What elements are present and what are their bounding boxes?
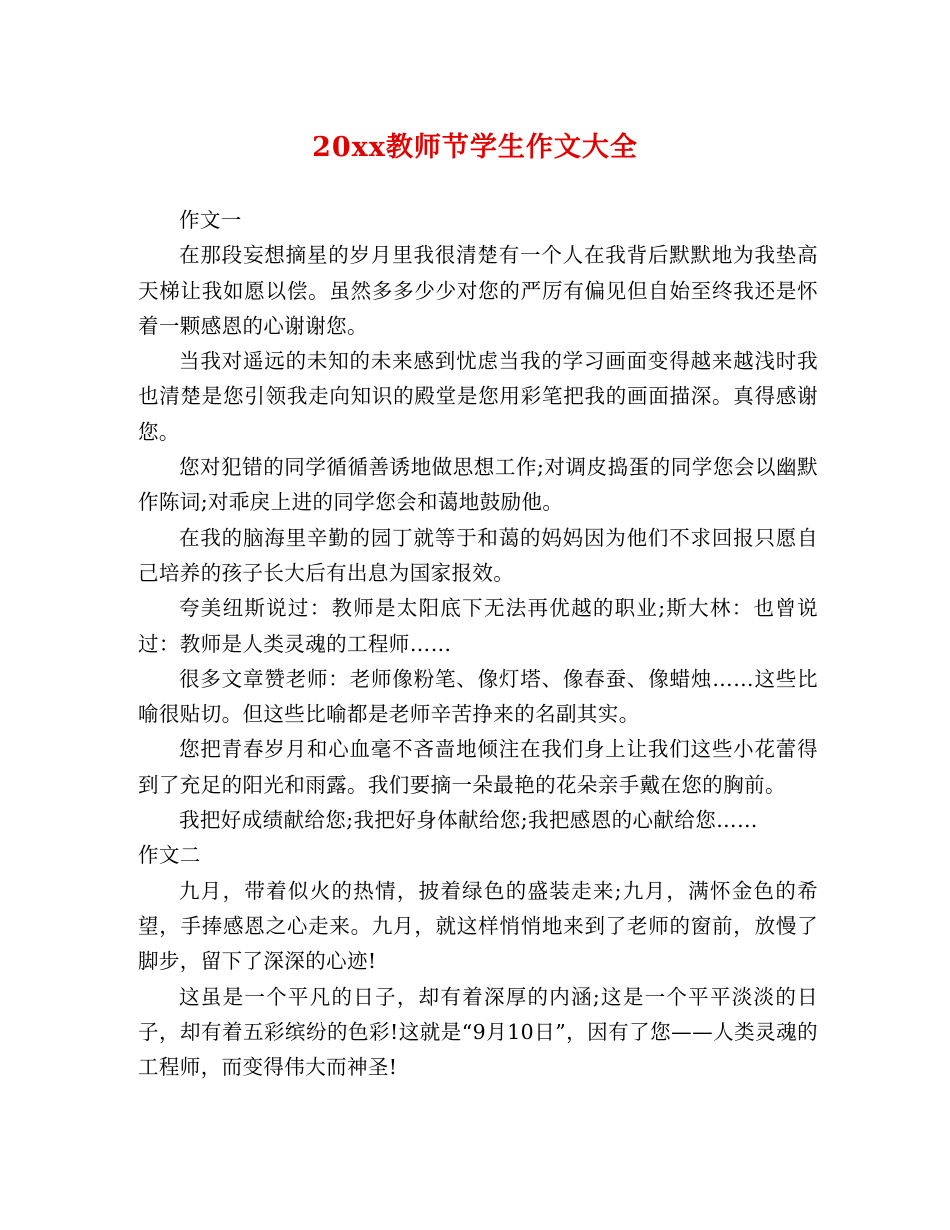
paragraph: 这虽是一个平凡的日子，却有着深厚的内涵;这是一个平平淡淡的日子，却有着五彩缤纷的色彩!这就是“9月10日”，因有了您——人类灵魂的工程师，而变得伟大而神圣! (138, 984, 818, 1080)
paragraph: 您对犯错的同学循循善诱地做思想工作;对调皮捣蛋的同学您会以幽默作陈词;对乖戾上进的同学您会和蔼地鼓励他。 (138, 455, 818, 515)
paragraph: 很多文章赞老师：老师像粉笔、像灯塔、像春蚕、像蜡烛……这些比喻很贴切。但这些比喻都是老师辛苦挣来的名副其实。 (138, 666, 818, 727)
paragraph: 当我对遥远的未知的未来感到忧虑当我的学习画面变得越来越浅时我也清楚是您引领我走向知识的殿堂是您用彩笔把我的画面描深。真得感谢您。 (138, 349, 818, 444)
paragraph: 九月，带着似火的热情，披着绿色的盛装走来;九月，满怀金色的希望，手捧感恩之心走来。九月，就这样悄悄地来到了老师的窗前，放慢了脚步，留下了深深的心迹! (138, 878, 818, 974)
paragraph: 我把好成绩献给您;我把好身体献给您;我把感恩的心献给您…… (179, 808, 758, 833)
paragraph: 在我的脑海里辛勤的园丁就等于和蔼的妈妈因为他们不求回报只愿自己培养的孩子长大后有出息为国家报效。 (138, 525, 818, 585)
document-title: 20xx教师节学生作文大全 (312, 132, 638, 163)
document-body (138, 203, 818, 1085)
paragraph: 夸美纽斯说过：教师是太阳底下无法再优越的职业;斯大林：也曾说过：教师是人类灵魂的工程师…… (138, 596, 818, 656)
paragraph: 在那段妄想摘星的岁月里我很清楚有一个人在我背后默默地为我垫高天梯让我如愿以偿。虽然多多少少对您的严厉有偏见但自始至终我还是怀着一颗感恩的心谢谢您。 (138, 243, 818, 338)
paragraph-heading-essay-1: 作文一 (179, 208, 242, 232)
paragraph-heading-essay-2: 作文二 (138, 843, 201, 868)
paragraph: 您把青春岁月和心血毫不吝啬地倾注在我们身上让我们这些小花蕾得到了充足的阳光和雨露。我们要摘一朵最艳的花朵亲手戴在您的胸前。 (138, 737, 818, 797)
